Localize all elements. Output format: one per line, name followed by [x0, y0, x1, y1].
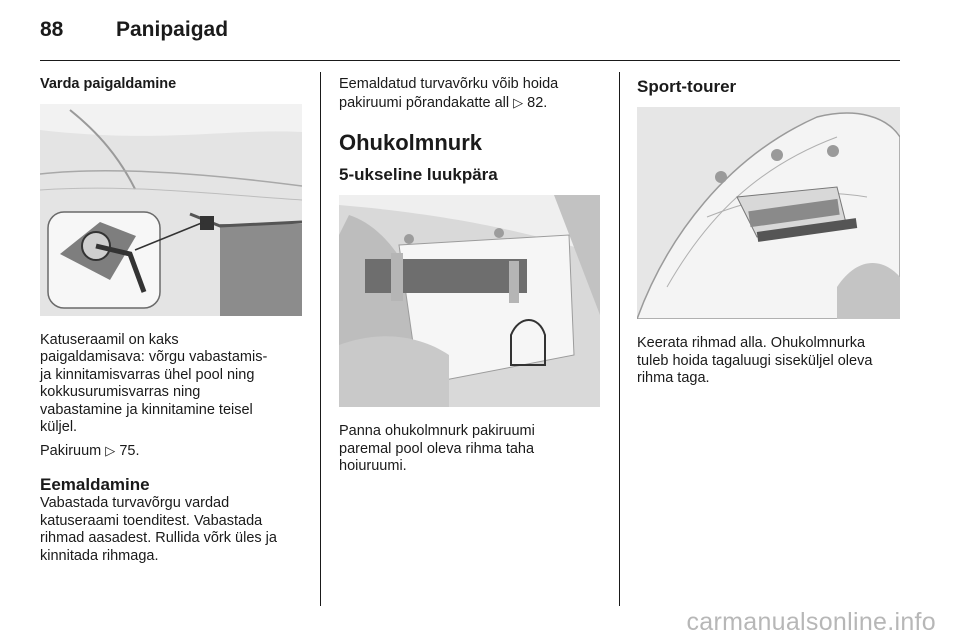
header-rule — [40, 60, 900, 61]
intro-line: Eemaldatud turvavõrku võib hoida — [339, 76, 559, 92]
reference-label: Pakiruum — [40, 442, 102, 459]
body-line: küljel. — [40, 419, 78, 435]
page-reference[interactable] — [339, 94, 605, 113]
body-line: paigaldamisava: võrgu vabastamis- — [40, 349, 268, 365]
caption-line: paremal pool oleva rihma taha — [339, 440, 535, 457]
watermark: carmanualsonline.info — [686, 608, 936, 636]
caption-line: Panna ohukolmnurk pakiruumi — [339, 423, 535, 439]
column-divider-2 — [619, 72, 620, 606]
chapter-title: Panipaigad — [116, 18, 229, 41]
warning-triangle-trunk-illustration — [339, 195, 600, 407]
section-title-warning-triangle: Ohukolmnurk — [339, 130, 483, 155]
body-line: vabastamine ja kinnitamine teisel — [40, 401, 253, 418]
subtitle-sport-tourer: Sport-tourer — [637, 77, 737, 96]
reference-page: 82. — [527, 94, 548, 111]
section-title-removal: Eemaldamine — [40, 475, 150, 494]
page-reference[interactable] — [40, 442, 306, 461]
reference-page: 75. — [119, 442, 140, 459]
section-heading-mounting: Varda paigaldamine — [40, 76, 177, 92]
page-number: 88 — [40, 18, 64, 41]
body-line: Vabastada turvavõrgu vardad — [40, 495, 230, 511]
reference-label: pakiruumi põrandakatte all — [339, 94, 510, 111]
column-left — [40, 76, 306, 565]
body-line: kokkusurumisvarras ning — [40, 384, 201, 400]
arrow-icon: ▷ — [513, 94, 524, 110]
subtitle-hatchback: 5-ukseline luukpära — [339, 165, 498, 184]
body-line: rihmad aasadest. Rullida võrk üles ja — [40, 530, 277, 546]
column-divider-1 — [320, 72, 321, 606]
body-line: ja kinnitamisvarras ühel pool ning — [40, 366, 255, 383]
column-right — [637, 76, 907, 388]
body-line: kinnitada rihmaga. — [40, 547, 159, 564]
body-line: Katuseraamil on kaks — [40, 331, 179, 348]
caption-line: Keerata rihmad alla. Ohukolmnurka — [637, 335, 866, 351]
tailgate-strap-illustration — [637, 107, 900, 319]
column-middle — [339, 76, 605, 476]
arrow-icon: ▷ — [105, 442, 116, 458]
body-line: katuseraami toenditest. Vabastada — [40, 512, 263, 529]
caption-line: hoiuruumi. — [339, 458, 407, 474]
caption-line: rihma taga. — [637, 370, 710, 386]
cargo-net-mounting-illustration — [40, 104, 302, 316]
caption-line: tuleb hoida tagaluugi siseküljel oleva — [637, 352, 873, 369]
